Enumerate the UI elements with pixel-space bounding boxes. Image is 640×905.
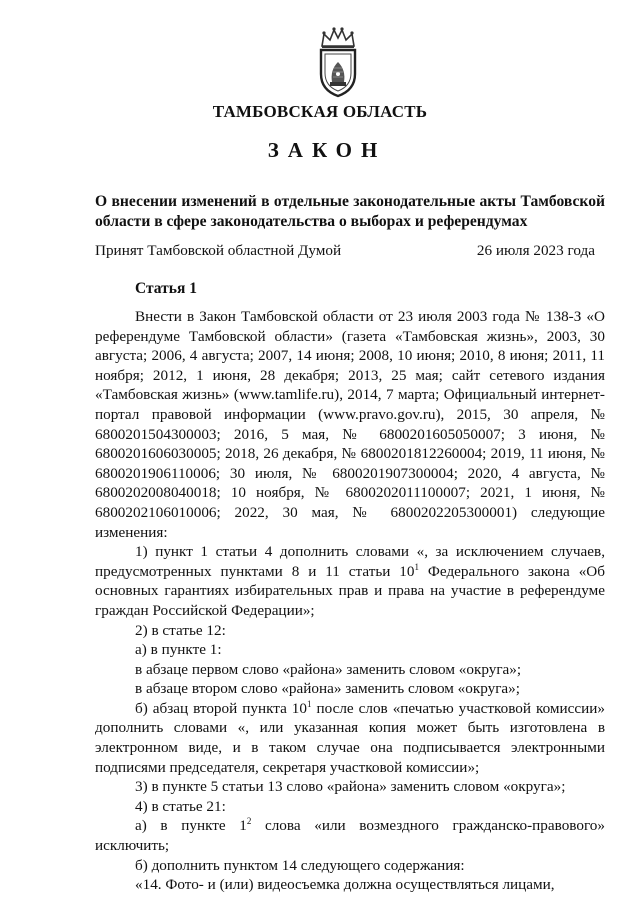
article-body [95,307,605,895]
item-2b: б) абзац второй пункта $10^1$ после слов «печатью участковой комиссии» дополнить словами «, или указанная копия может быть изготовлена в электронном виде, и в таком случае она подписывается электронными подписями председателя, секретаря участковой комиссии»; [95,698,605,776]
article-title: Статья 1 [135,280,197,297]
item-4: 4) в статье 21: [135,797,226,815]
item-2a-1: в абзаце первом слово «района» заменить словом «округа»; [135,660,522,678]
adoption-line [95,242,595,260]
item-2: 2) в статье 12: [135,621,226,639]
item-4a: а) в пункте $1^2$ слова «или возмездного гражданско-правового» исключить; [95,816,605,855]
adopted-by: Принят Тамбовской областной Думой [95,242,342,259]
adoption-date: 26 июля 2023 года [476,242,595,259]
item-3: 3) в пункте 5 статьи 13 слово «района» заменить словом «округа»; [135,778,566,796]
item-4b-quote: «14. Фото- и (или) видеосъемка должна осуществляться лицами, [135,876,555,894]
item-2a-2: в абзаце втором слово «района» заменить словом «округа»; [135,680,520,698]
region-name: ТАМБОВСКАЯ ОБЛАСТЬ [212,102,428,121]
item-4b: б) дополнить пунктом 14 следующего содержания: [135,856,465,874]
document-type: ЗАКОН [267,138,387,162]
item-1: 1) пункт 1 статьи 4 дополнить словами «, за исключением случаев, предусмотренных пунктами 8 и 11 статьи $10^1$ Федерального закона «Об основных гарантиях избирательных прав и права на участие в референдуме граждан Российской Федерации»; [95,543,605,619]
coat-of-arms-icon [316,26,360,98]
law-subject: О внесении изменений в отдельные законодательные акты Тамбовской области в сфере законодательства о выборах и референдумах [95,193,605,230]
article-intro: Внести в Закон Тамбовской области от 23 июля 2003 года № 138-З «О референдуме Тамбовской области» (газета «Тамбовская жизнь», 2003, 30 августа; 2006, 4 августа; 2007, 14 июня; 2008, 10 июня; 2010, 8 июня; 2011, 11 ноября; 2012, 1 июня, 28 декабря; 2013, 25 мая; сайт сетевого издания «Тамбовская жизнь» (www.tamlife.ru), 2014, 7 марта; Официальный интернет-портал правовой информации (www.pravo.gov.ru), 2015, 30 апреля, № 6800201504300003; 2016, 5 мая, № 6800201605050007; 3 июня, № 6800201606030005; 2018, 26 декабря, № 6800201812260004; 2019, 11 июня, № 6800201906110006; 30 июля, № 6800201907300004; 2020, 4 августа, № 6800202008040018; 10 ноября, № 6800202011100007; 2021, 1 июня, № 6800202106010006; 2022, 30 мая, № 6800202205300001) следующие изменения: [95,308,605,541]
item-2a: а) в пункте 1: [135,641,222,659]
